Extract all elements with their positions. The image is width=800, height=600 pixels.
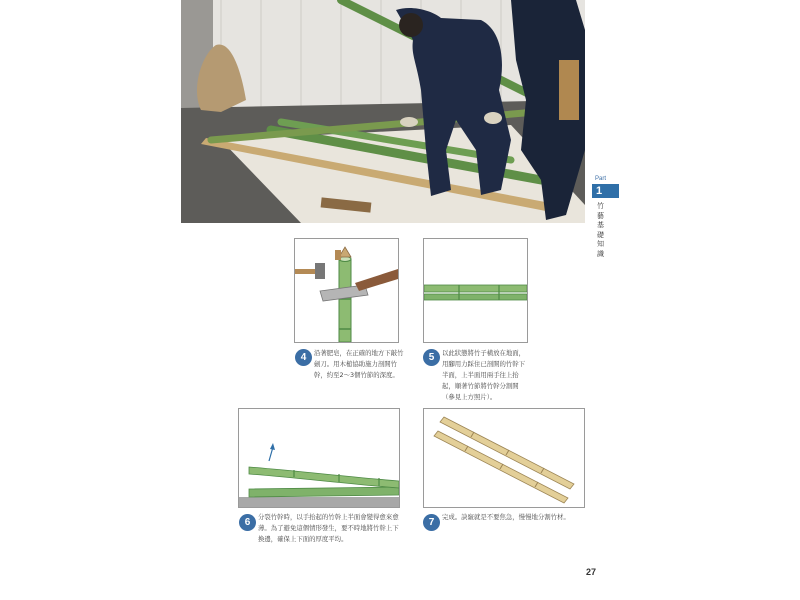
step-4-caption: 沿著肥皂，在正確的地方下敲竹劍刀。用木槌協助施力剖開竹幹，約至2～3個竹節的深度。	[314, 349, 404, 379]
part-label: Part	[595, 176, 607, 182]
step-7-illustration	[423, 408, 585, 508]
bamboo-splitting-photo	[181, 0, 585, 223]
page-number: 27	[586, 567, 597, 577]
step-7-caption: 完成。訣竅就是不要焦急，慢慢地分割竹材。	[442, 513, 570, 521]
step-5-illustration	[423, 238, 528, 343]
section-title: 竹藝基礎知識	[597, 202, 604, 258]
step-6-number: 6	[239, 514, 256, 531]
step-4-illustration	[294, 238, 399, 343]
step-7-number: 7	[423, 514, 440, 531]
step-6-illustration	[238, 408, 400, 508]
step-5-number: 5	[423, 349, 440, 366]
step-6-caption: 分裂竹幹時，以手抬起的竹幹上半面會變得愈來愈薄。為了避免這個情形發生，要不時地將竹幹上下換邊，確保上下面的厚度平均。	[258, 513, 399, 543]
step-4-number: 4	[295, 349, 312, 366]
step-5-caption: 以此狀態將竹子橫放在地面，用腳用力踩住已剖開的竹幹下半面，上半面用兩手往上抬起，順著竹節將竹幹分割開（參見上方照片）。	[442, 349, 526, 401]
part-number-badge: 1	[592, 184, 619, 198]
